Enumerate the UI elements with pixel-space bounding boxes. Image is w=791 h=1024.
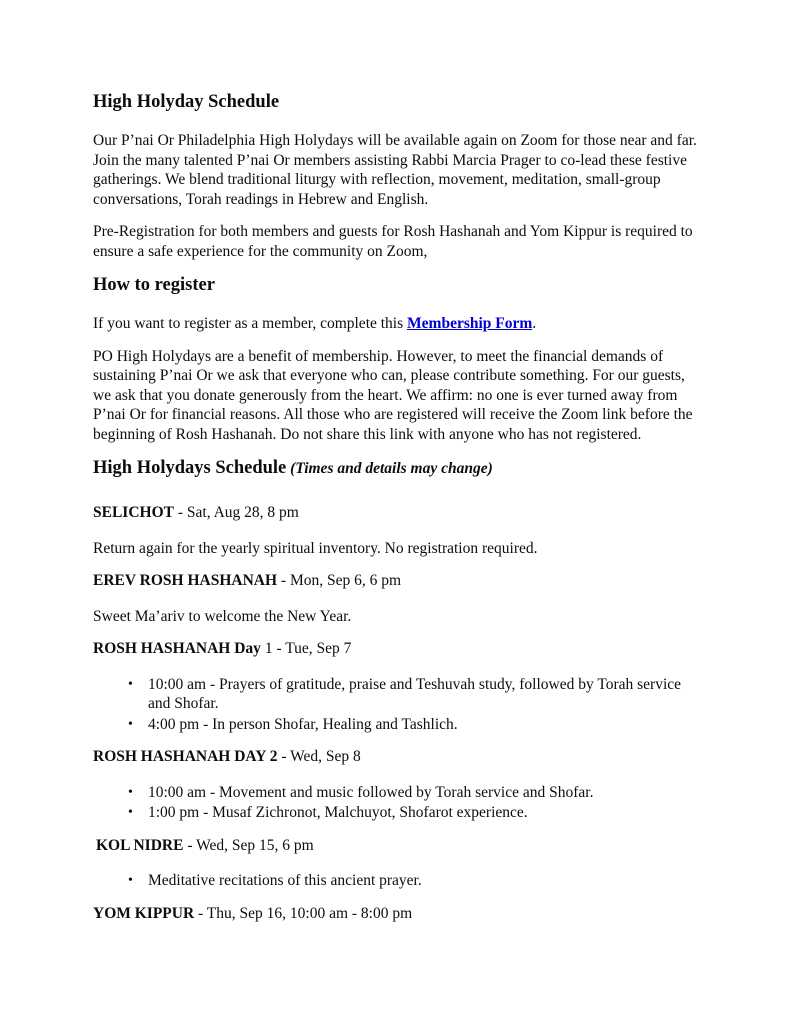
- event-rosh-hashanah-day2: [93, 747, 700, 767]
- event-rosh-hashanah-day1-datetime: 1 - Tue, Sep 7: [260, 640, 352, 657]
- list-item: • 1:00 pm - Musaf Zichronot, Malchuyot, Shofarot experience.: [148, 803, 700, 823]
- list-item: • Meditative recitations of this ancient prayer.: [148, 871, 700, 891]
- event-yom-kippur-datetime: - Thu, Sep 16, 10:00 am - 8:00 pm: [194, 904, 413, 922]
- event-erev-rosh-hashanah-name: EREV ROSH HASHANAH: [93, 572, 278, 589]
- how-to-register-heading: How to register: [93, 275, 215, 295]
- event-erev-rosh-hashanah-description: Sweet Ma’ariv to welcome the New Year.: [93, 607, 352, 625]
- intro-paragraph: Our P’nai Or Philadelphia High Holydays will be available again on Zoom for those near and far. Join the many talented P’nai Or members assisting Rabbi Marcia Prager to co-lead these festive gatherings. We blend traditional liturgy with reflection, movement, meditation, small-group conversations, Torah readings in Hebrew and English.: [93, 132, 697, 208]
- page-title: High Holyday Schedule: [93, 92, 280, 112]
- event-yom-kippur-name: YOM KIPPUR: [93, 904, 195, 922]
- event-kol-nidre-datetime: - Wed, Sep 15, 6 pm: [183, 836, 314, 854]
- schedule-heading-bold: High Holydays Schedule: [93, 458, 287, 478]
- register-sentence: [93, 314, 700, 334]
- list-item: • 10:00 am - Movement and music followed by Torah service and Shofar.: [148, 783, 700, 803]
- event-rosh-hashanah-day2-name: ROSH HASHANAH DAY 2: [93, 748, 278, 765]
- event-yom-kippur: [93, 904, 700, 924]
- register-sentence-after: .: [532, 315, 537, 332]
- event-rosh-hashanah-day2-bullets: [93, 783, 700, 823]
- event-rosh-hashanah-day1: [93, 639, 700, 659]
- event-kol-nidre-bullets: [93, 871, 700, 891]
- schedule-heading: [93, 457, 700, 480]
- event-selichot-description: Return again for the yearly spiritual inventory. No registration required.: [93, 539, 538, 557]
- event-kol-nidre: [93, 836, 700, 856]
- event-selichot: [93, 503, 700, 523]
- list-item: • 10:00 am - Prayers of gratitude, praise and Teshuvah study, followed by Torah service and Shofar.: [148, 675, 700, 714]
- event-rosh-hashanah-day2-datetime: - Wed, Sep 8: [277, 748, 361, 765]
- schedule-heading-note: (Times and details may change): [286, 460, 493, 477]
- event-kol-nidre-name: KOL NIDRE: [96, 836, 184, 854]
- event-rosh-hashanah-day1-name: ROSH HASHANAH Day: [93, 640, 261, 657]
- membership-info-paragraph: PO High Holydays are a benefit of membership. However, to meet the financial demands of sustaining P’nai Or we ask that everyone who can, please contribute something. For our guests, we ask that you donate generously from the heart. We affirm: no one is ever turned away from P’nai Or for financial reasons. All those who are registered will receive the Zoom link before the beginning of Rosh Hashanah. Do not share this link with anyone who has not registered.: [93, 347, 693, 443]
- event-erev-rosh-hashanah: [93, 571, 700, 591]
- event-selichot-name: SELICHOT: [93, 504, 174, 521]
- event-rosh-hashanah-day1-bullets: [93, 675, 700, 735]
- event-erev-rosh-hashanah-datetime: - Mon, Sep 6, 6 pm: [277, 572, 402, 589]
- list-item: • 4:00 pm - In person Shofar, Healing and Tashlich.: [148, 715, 700, 735]
- preregistration-paragraph: Pre-Registration for both members and guests for Rosh Hashanah and Yom Kippur is required to ensure a safe experience for the community on Zoom,: [93, 223, 693, 260]
- event-selichot-datetime: - Sat, Aug 28, 8 pm: [173, 504, 299, 521]
- membership-form-link[interactable]: Membership Form: [407, 315, 533, 332]
- register-sentence-before: If you want to register as a member, complete this: [93, 315, 408, 332]
